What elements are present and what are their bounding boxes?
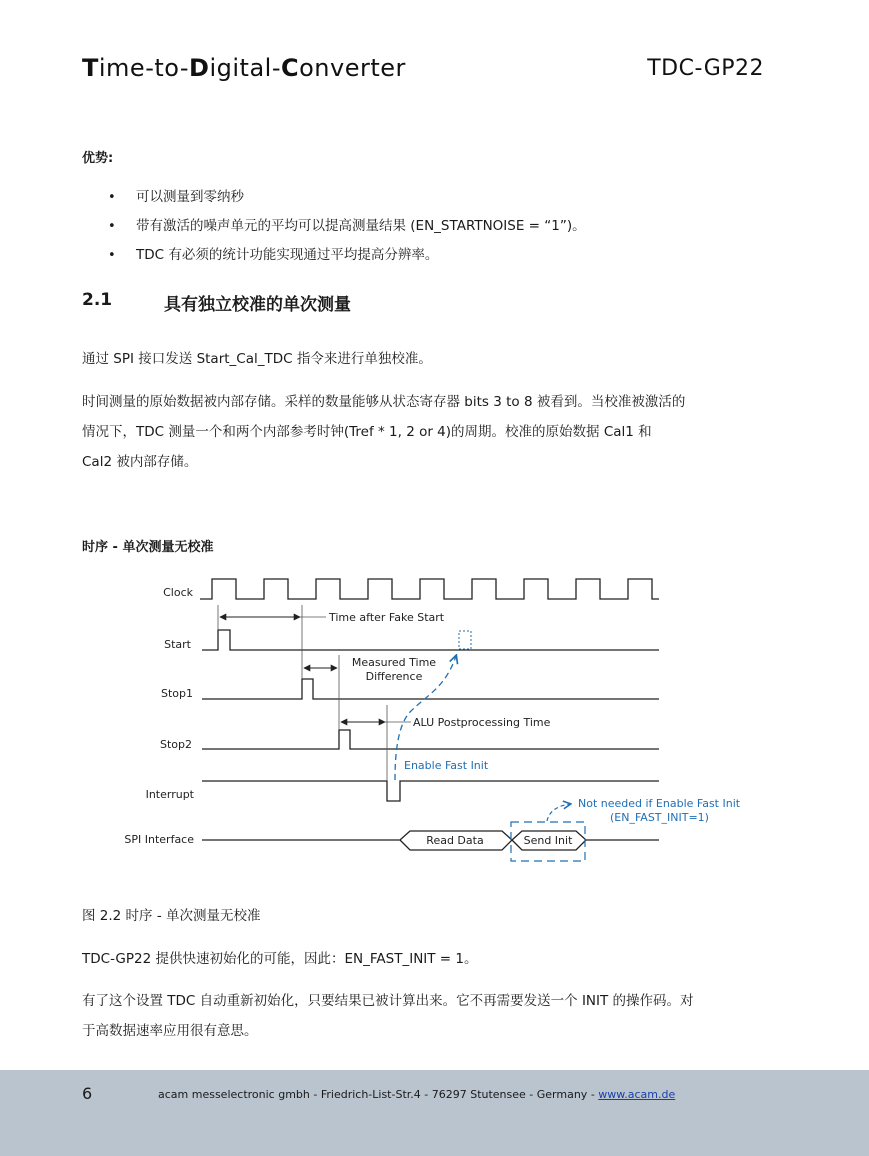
enable-fast-init-label: Enable Fast Init <box>404 759 489 772</box>
label-clock: Clock <box>163 586 193 599</box>
list-item: • 带有激活的噪声单元的平均可以提高测量结果 (EN_STARTNOISE = “1”)。 <box>82 212 586 241</box>
start-waveform <box>202 630 659 650</box>
auto-init-paragraph <box>82 986 694 1046</box>
label-interrupt: Interrupt <box>145 788 194 801</box>
title-part-3: onverter <box>299 54 406 82</box>
not-needed-label-1: Not needed if Enable Fast Init <box>578 797 741 810</box>
fake-start-pulse <box>459 631 471 649</box>
paragraph-line: Cal2 被内部存储。 <box>82 454 198 470</box>
paragraph-line: 情况下，TDC 测量一个和两个内部参考时钟(Tref * 1, 2 or 4)的周期。校准的原始数据 Cal1 和 <box>82 424 652 440</box>
figure-caption: 图 2.2 时序 - 单次测量无校准 <box>82 908 261 924</box>
title-cap-c: C <box>280 54 300 82</box>
label-start: Start <box>164 638 191 651</box>
label-stop1: Stop1 <box>160 687 193 700</box>
fast-init-paragraph: TDC-GP22 提供快速初始化的可能，因此：EN_FAST_INIT = 1。 <box>82 951 478 967</box>
send-init-label: Send Init <box>523 834 573 847</box>
figure-heading: 时序 - 单次测量无校准 <box>82 540 214 555</box>
not-needed-label-2: (EN_FAST_INIT=1) <box>610 811 709 824</box>
document-title <box>82 54 406 82</box>
title-part-1: ime-to- <box>98 54 190 82</box>
paragraph-line: 有了这个设置 TDC 自动重新初始化，只要结果已被计算出来。它不再需要发送一个 INIT 的操作码。对 <box>82 993 694 1009</box>
title-cap-t: T <box>82 54 99 82</box>
measured-time-label-2: Difference <box>365 670 423 683</box>
not-needed-arrow <box>547 804 570 821</box>
section-number: 2.1 <box>82 290 113 310</box>
stop2-waveform <box>202 730 659 749</box>
footer-company-text: acam messelectronic gmbh - Friedrich-List-Str.4 - 76297 Stutensee - Germany - <box>158 1088 599 1101</box>
list-item: • 可以测量到零纳秒 <box>82 183 586 212</box>
footer-address <box>158 1088 675 1101</box>
product-name: TDC-GP22 <box>647 56 764 81</box>
section-title: 具有独立校准的单次测量 <box>164 295 351 315</box>
measured-time-label-1: Measured Time <box>351 656 437 669</box>
title-cap-d: D <box>189 54 210 82</box>
advantages-heading: 优势: <box>82 151 114 166</box>
section-paragraph-1: 通过 SPI 接口发送 Start_Cal_TDC 指令来进行单独校准。 <box>82 351 432 367</box>
paragraph-line: 于高数据速率应用很有意思。 <box>82 1023 258 1039</box>
timing-diagram <box>0 560 869 880</box>
stop1-waveform <box>202 679 659 699</box>
advantages-list <box>82 183 586 270</box>
list-item: • TDC 有必须的统计功能实现通过平均提高分辨率。 <box>82 241 586 270</box>
alu-label: ALU Postprocessing Time <box>413 716 551 729</box>
page-footer <box>0 1070 869 1156</box>
title-part-2: igital- <box>209 54 281 82</box>
label-spi-interface: SPI Interface <box>124 833 194 846</box>
section-paragraph-2 <box>82 387 685 477</box>
read-data-label: Read Data <box>426 834 484 847</box>
footer-website-link[interactable]: www.acam.de <box>598 1088 676 1101</box>
time-after-fake-start-label: Time after Fake Start <box>329 611 445 624</box>
label-stop2: Stop2 <box>159 738 192 751</box>
page-number: 6 <box>82 1084 93 1103</box>
clock-waveform <box>200 579 659 599</box>
paragraph-line: 时间测量的原始数据被内部存储。采样的数量能够从状态寄存器 bits 3 to 8 被看到。当校准被激活的 <box>82 394 686 410</box>
